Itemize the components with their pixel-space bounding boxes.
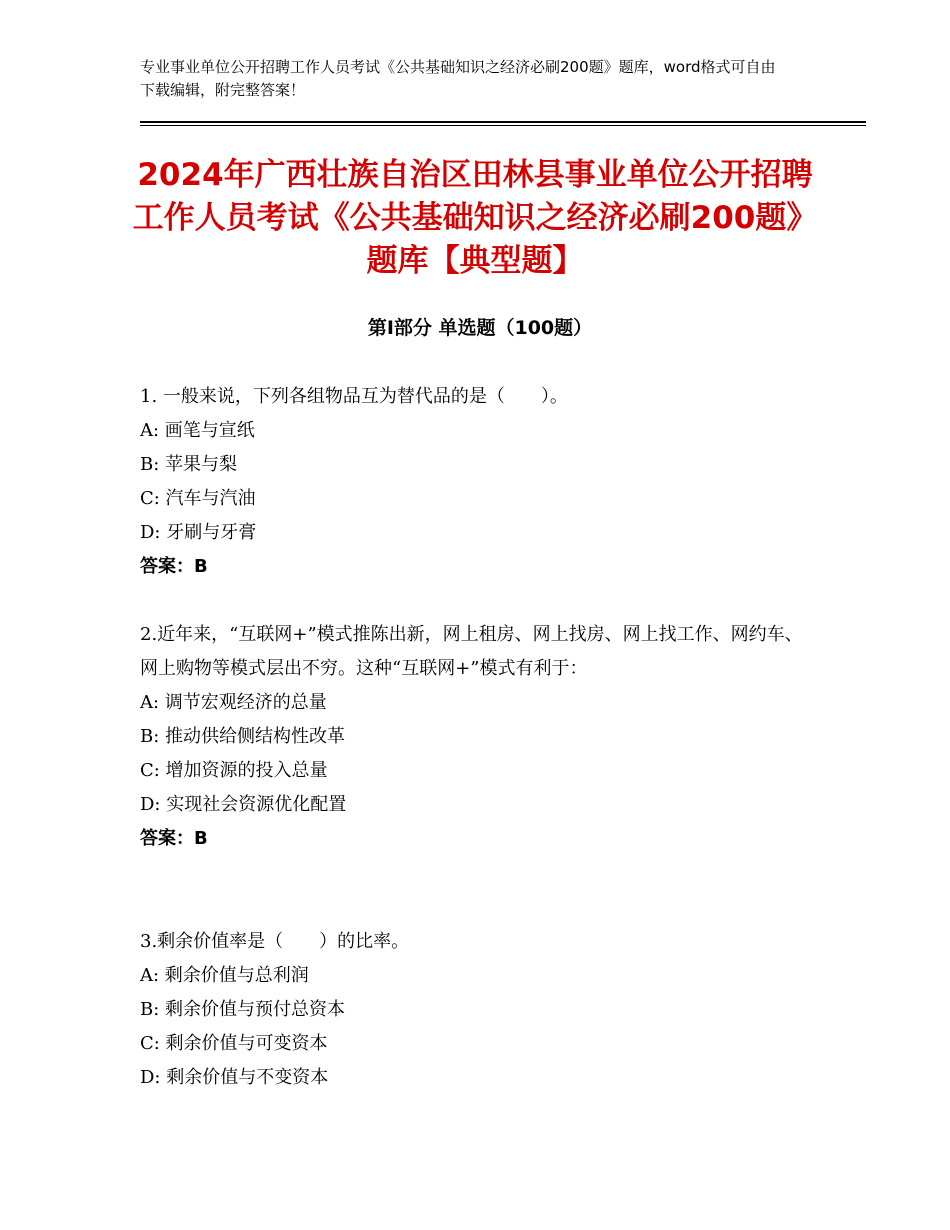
option-a: A: 剩余价值与总利润 [140, 965, 309, 986]
question-2 [140, 618, 810, 856]
question-1 [140, 380, 810, 584]
option-a: A: 画笔与宣纸 [140, 420, 255, 441]
option-b: B: 苹果与梨 [140, 454, 238, 475]
option-c: C: 汽车与汽油 [140, 488, 256, 509]
header-note: 专业事业单位公开招聘工作人员考试《公共基础知识之经济必刷200题》题库，word格式可自由下载编辑，附完整答案！ [140, 58, 776, 99]
option-c: C: 增加资源的投入总量 [140, 760, 328, 781]
question-stem: 1. 一般来说，下列各组物品互为替代品的是（ ）。 [140, 386, 568, 407]
option-d: D: 牙刷与牙膏 [140, 522, 257, 543]
header-rule-thick [140, 121, 866, 123]
question-3 [140, 925, 810, 1095]
section-title: 第Ⅰ部分 单选题（100题） [367, 317, 593, 339]
option-d: D: 实现社会资源优化配置 [140, 794, 347, 815]
answer: 答案：B [140, 828, 208, 849]
option-b: B: 剩余价值与预付总资本 [140, 999, 346, 1020]
document-title: 2024年广西壮族自治区田林县事业单位公开招聘工作人员考试《公共基础知识之经济必刷200题》题库【典型题】 [132, 157, 818, 279]
option-a: A: 调节宏观经济的总量 [140, 692, 327, 713]
answer: 答案：B [140, 556, 208, 577]
header-rule-thin [140, 125, 866, 126]
option-c: C: 剩余价值与可变资本 [140, 1033, 328, 1054]
question-stem: 2.近年来，“互联网+”模式推陈出新，网上租房、网上找房、网上找工作、网约车、网上购物等模式层出不穷。这种“互联网+”模式有利于： [140, 624, 803, 679]
option-d: D: 剩余价值与不变资本 [140, 1067, 329, 1088]
option-b: B: 推动供给侧结构性改革 [140, 726, 346, 747]
question-stem: 3.剩余价值率是（ ）的比率。 [140, 931, 410, 952]
